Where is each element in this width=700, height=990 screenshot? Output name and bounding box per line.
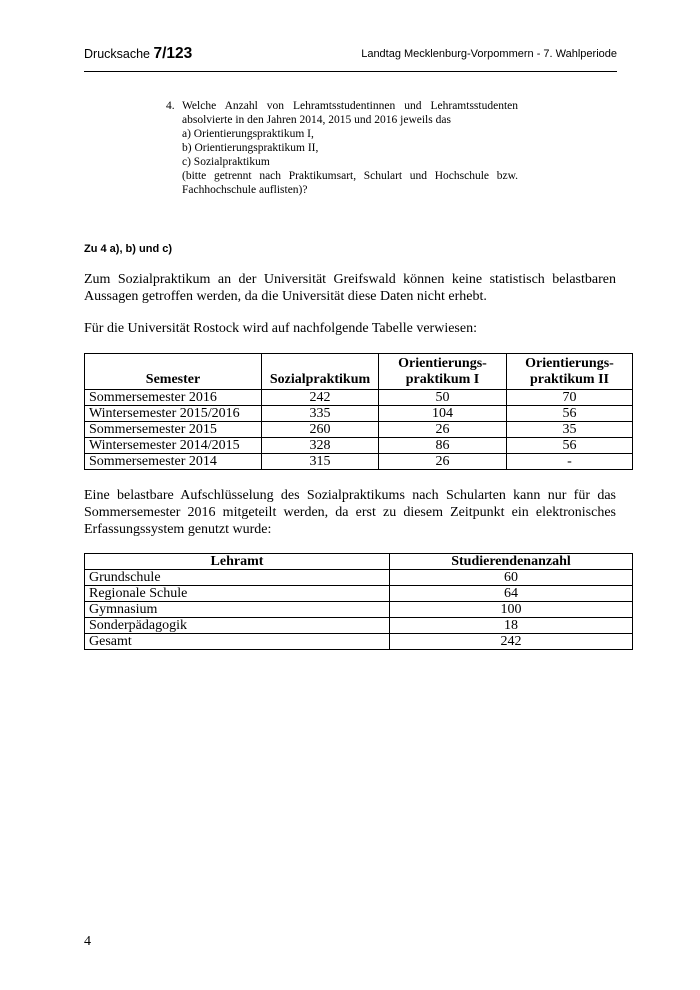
table-row (85, 422, 633, 438)
question-item-a: a) Orientierungspraktikum I, (182, 128, 314, 140)
table-row (85, 454, 633, 470)
orientierung-2-cell: - (507, 454, 633, 470)
table-header-row (85, 354, 633, 390)
column-header-lehramt: Lehramt (85, 554, 390, 570)
question-note-line: Fachhochschule auflisten)? (182, 184, 308, 196)
lehramt-cell: Regionale Schule (85, 586, 390, 602)
answer-title: Zu 4 a), b) und c) (84, 243, 172, 255)
semester-cell: Sommersemester 2015 (85, 422, 262, 438)
question-line: absolvierte in den Jahren 2014, 2015 und 2016 jeweils das (182, 114, 451, 126)
semester-cell: Wintersemester 2014/2015 (85, 438, 262, 454)
question-item-c: c) Sozialpraktikum (182, 156, 270, 168)
column-header-studierendenanzahl: Studierendenanzahl (390, 554, 633, 570)
table-row (85, 586, 633, 602)
anzahl-cell: 60 (390, 570, 633, 586)
question-note-line: (bitte getrennt nach Praktikumsart, Schulart und Hochschule bzw. (182, 170, 518, 182)
header-line: Orientierungs- (398, 356, 487, 371)
orientierung-1-cell: 26 (379, 454, 507, 470)
anzahl-cell: 18 (390, 618, 633, 634)
answer-paragraph-rostock: Für die Universität Rostock wird auf nachfolgende Tabelle verwiesen: (84, 321, 477, 336)
orientierung-1-cell: 86 (379, 438, 507, 454)
page-number: 4 (84, 934, 91, 949)
document-label: Drucksache (84, 47, 154, 61)
question-number: 4. (166, 100, 175, 112)
table-row (85, 406, 633, 422)
table-row (85, 602, 633, 618)
sozialpraktikum-cell: 260 (262, 422, 379, 438)
orientierung-1-cell: 26 (379, 422, 507, 438)
table-row (85, 618, 633, 634)
answer-paragraph-schularten: Eine belastbare Aufschlüsselung des Sozialpraktikums nach Schularten kann nur für das Sommersemester 2016 mitgeteilt werden, da erst zu diesem Zeitpunkt ein elektronisches Erfassungssystem genutzt wurde: (84, 488, 616, 537)
question-block (166, 99, 518, 197)
lehramt-cell: Grundschule (85, 570, 390, 586)
column-header-orientierungspraktikum-1 (379, 354, 507, 390)
parliament-label: Landtag Mecklenburg-Vorpommern - 7. Wahlperiode (361, 48, 617, 60)
sozialpraktikum-cell: 335 (262, 406, 379, 422)
question-item-b: b) Orientierungspraktikum II, (182, 142, 319, 154)
question-body (182, 99, 518, 197)
column-header-sozialpraktikum: Sozialpraktikum (262, 354, 379, 390)
lehramt-cell: Sonderpädagogik (85, 618, 390, 634)
header-divider (84, 71, 617, 72)
semester-cell: Sommersemester 2014 (85, 454, 262, 470)
sozialpraktikum-cell: 315 (262, 454, 379, 470)
table-row (85, 438, 633, 454)
table-row (85, 634, 633, 650)
header-line: praktikum I (405, 372, 480, 387)
orientierung-1-cell: 104 (379, 406, 507, 422)
header-line: Orientierungs- (525, 356, 614, 371)
header-line: praktikum II (530, 372, 609, 387)
page-header (84, 45, 617, 67)
anzahl-cell: 242 (390, 634, 633, 650)
column-header-orientierungspraktikum-2 (507, 354, 633, 390)
column-header-semester: Semester (85, 354, 262, 390)
table-row (85, 390, 633, 406)
rostock-practicum-table (84, 353, 633, 470)
answer-paragraph-greifswald: Zum Sozialpraktikum an der Universität Greifswald können keine statistisch belastbaren Aussagen getroffen werden, da die Universität diese Daten nicht erhebt. (84, 272, 616, 304)
document-number: 7/123 (153, 45, 193, 62)
orientierung-2-cell: 56 (507, 438, 633, 454)
semester-cell: Sommersemester 2016 (85, 390, 262, 406)
question-line: Welche Anzahl von Lehramtsstudentinnen und Lehramtsstudenten (182, 100, 518, 112)
orientierung-2-cell: 70 (507, 390, 633, 406)
anzahl-cell: 64 (390, 586, 633, 602)
orientierung-2-cell: 56 (507, 406, 633, 422)
anzahl-cell: 100 (390, 602, 633, 618)
lehramt-cell: Gesamt (85, 634, 390, 650)
orientierung-1-cell: 50 (379, 390, 507, 406)
lehramt-cell: Gymnasium (85, 602, 390, 618)
table-header-row (85, 554, 633, 570)
document-reference (84, 45, 192, 63)
semester-cell: Wintersemester 2015/2016 (85, 406, 262, 422)
orientierung-2-cell: 35 (507, 422, 633, 438)
sozialpraktikum-cell: 328 (262, 438, 379, 454)
table-row (85, 570, 633, 586)
schulart-table (84, 553, 633, 650)
sozialpraktikum-cell: 242 (262, 390, 379, 406)
